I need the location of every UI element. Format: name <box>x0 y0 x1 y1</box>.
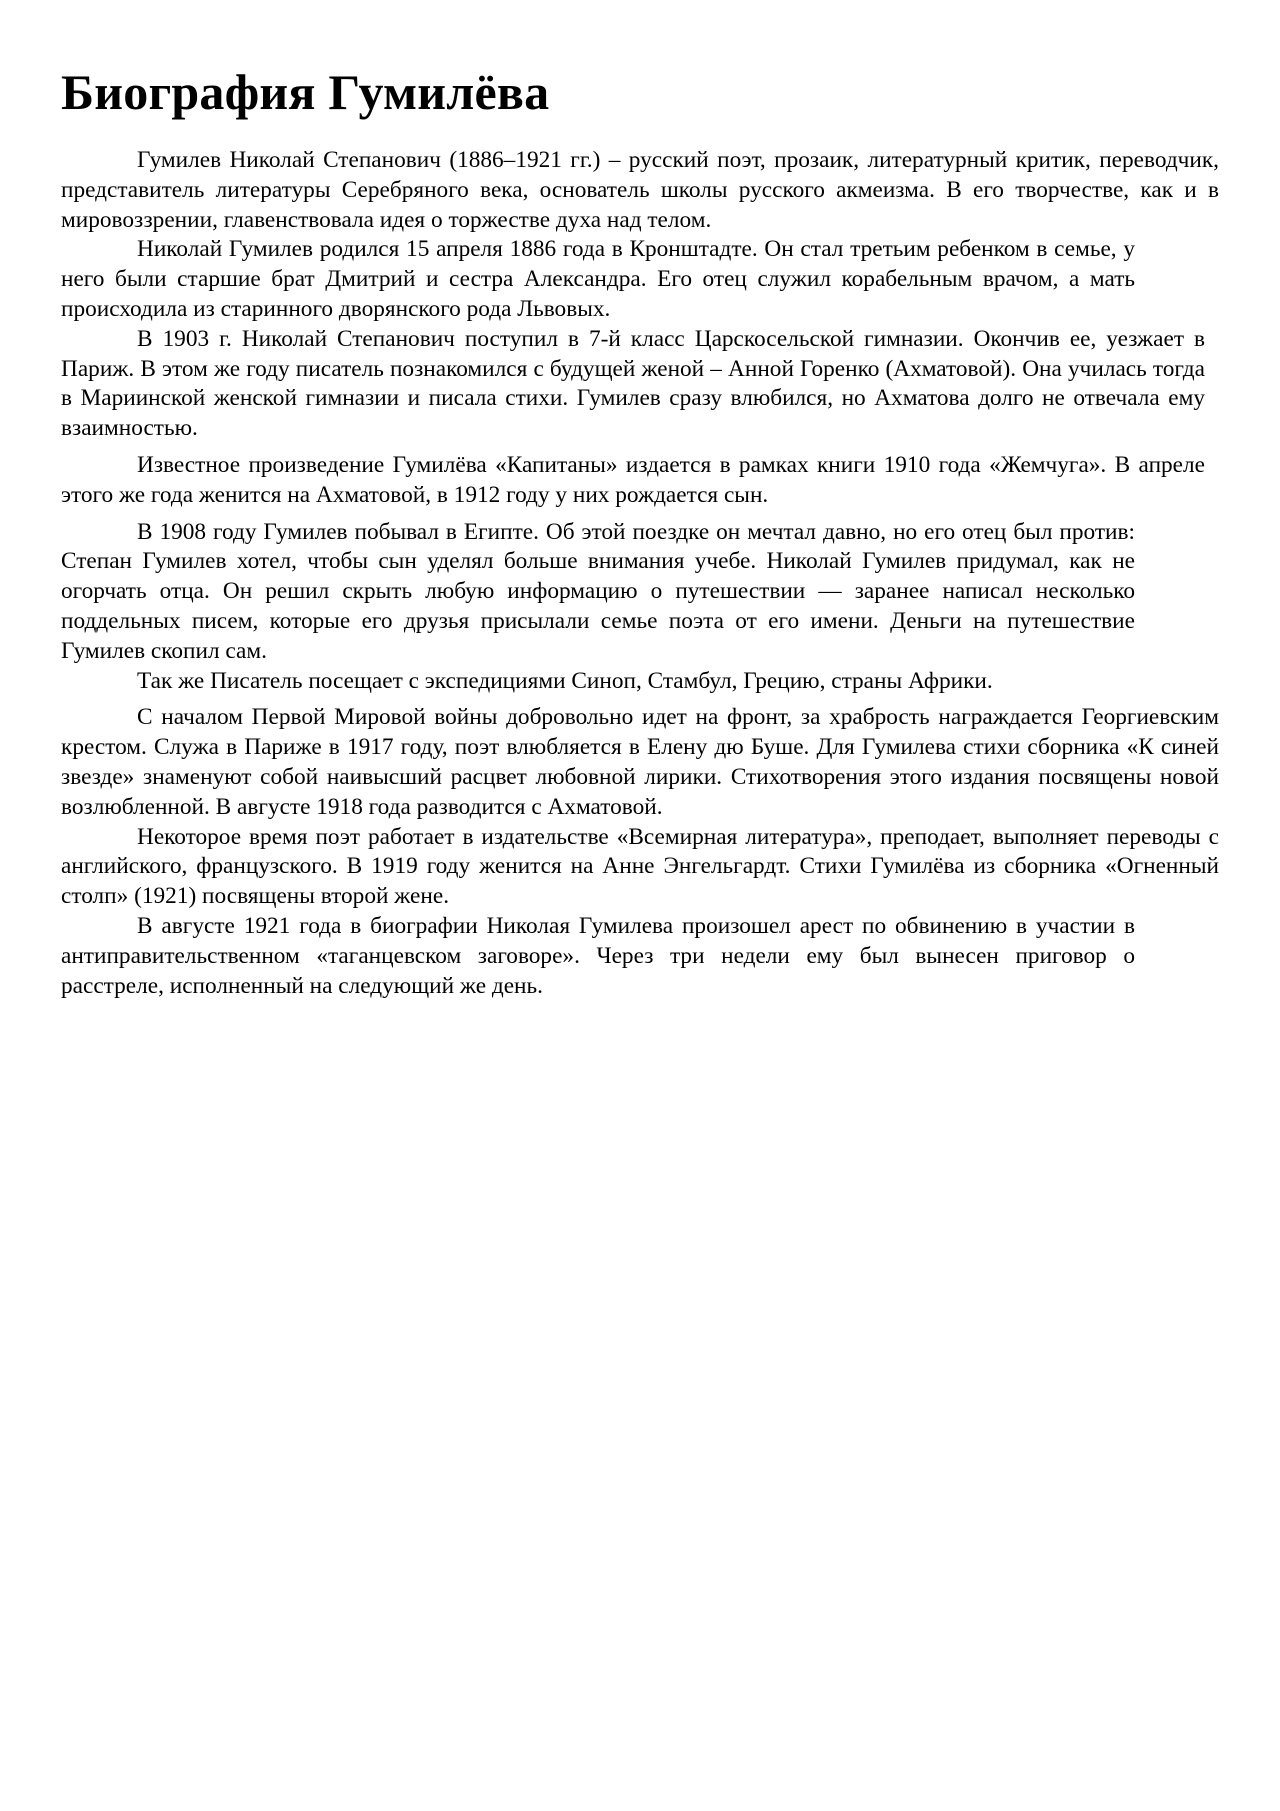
paragraph-expeditions: Так же Писатель посещает с экспедициями Синоп, Стамбул, Грецию, страны Африки. <box>137 667 993 694</box>
paragraph-egypt: В 1908 году Гумилев побывал в Египте. Об этой поездке он мечтал давно, но его отец был против: Степан Гумилев хотел, чтобы сын уделял больше внимания учебе. Николай Гумилев придумал, как не огорчать отца. Он решил скрыть любую информацию о путешествии — заранее написал несколько поддельных писем, которые его друзья присылали семье поэта от его имени. Деньги на путешествие Гумилев скопил сам. <box>61 518 1135 664</box>
paragraph-intro: Гумилев Николай Степанович (1886–1921 гг.) – русский поэт, прозаик, литературный критик, переводчик, представитель литературы Серебряного века, основатель школы русского акмеизма. В его творчестве, как и в мировоззрении, главенствовала идея о торжестве духа над телом. <box>61 147 1219 233</box>
paragraph-arrest: В августе 1921 года в биографии Николая Гумилева произошел арест по обвинению в участии в антиправительственном «таганцевском заговоре». Через три недели ему был вынесен приговор о расстреле, исполненный на следующий же день. <box>61 912 1135 999</box>
paragraph-birth: Николай Гумилев родился 15 апреля 1886 года в Кронштадте. Он стал третьим ребенком в семье, у него были старшие брат Дмитрий и сестра Александра. Его отец служил корабельным врачом, а мать происходила из старинного дворянского рода Львовых. <box>61 236 1135 322</box>
document-body <box>61 62 1219 1001</box>
paragraph-war: С началом Первой Мировой войны добровольно идет на фронт, за храбрость награждается Георгиевским крестом. Служа в Париже в 1917 году, поэт влюбляется в Елену дю Буше. Для Гумилева стихи сборника «К синей звезде» знаменуют собой наивысший расцвет любовной лирики. Стихотворения этого издания посвящены новой возлюбленной. В августе 1918 года разводится с Ахматовой. <box>61 704 1219 820</box>
paragraph-kapitany: Известное произведение Гумилёва «Капитаны» издается в рамках книги 1910 года «Жемчуга». В апреле этого же года женится на Ахматовой, в 1912 году у них рождается сын. <box>61 451 1205 508</box>
paragraph-gymnasium: В 1903 г. Николай Степанович поступил в 7-й класс Царскосельской гимназии. Окончив ее, уезжает в Париж. В этом же году писатель познакомился с будущей женой – Анной Горенко (Ахматовой). Она училась тогда в Мариинской женской гимназии и писала стихи. Гумилев сразу влюбился, но Ахматова долго не отвечала ему взаимностью. <box>61 325 1205 442</box>
paragraph-publishing: Некоторое время поэт работает в издательстве «Всемирная литература», преподает, выполняет переводы с английского, французского. В 1919 году женится на Анне Энгельгардт. Стихи Гумилёва из сборника «Огненный столп» (1921) посвящены второй жене. <box>61 823 1219 910</box>
page-title: Биография Гумилёва <box>61 64 550 120</box>
